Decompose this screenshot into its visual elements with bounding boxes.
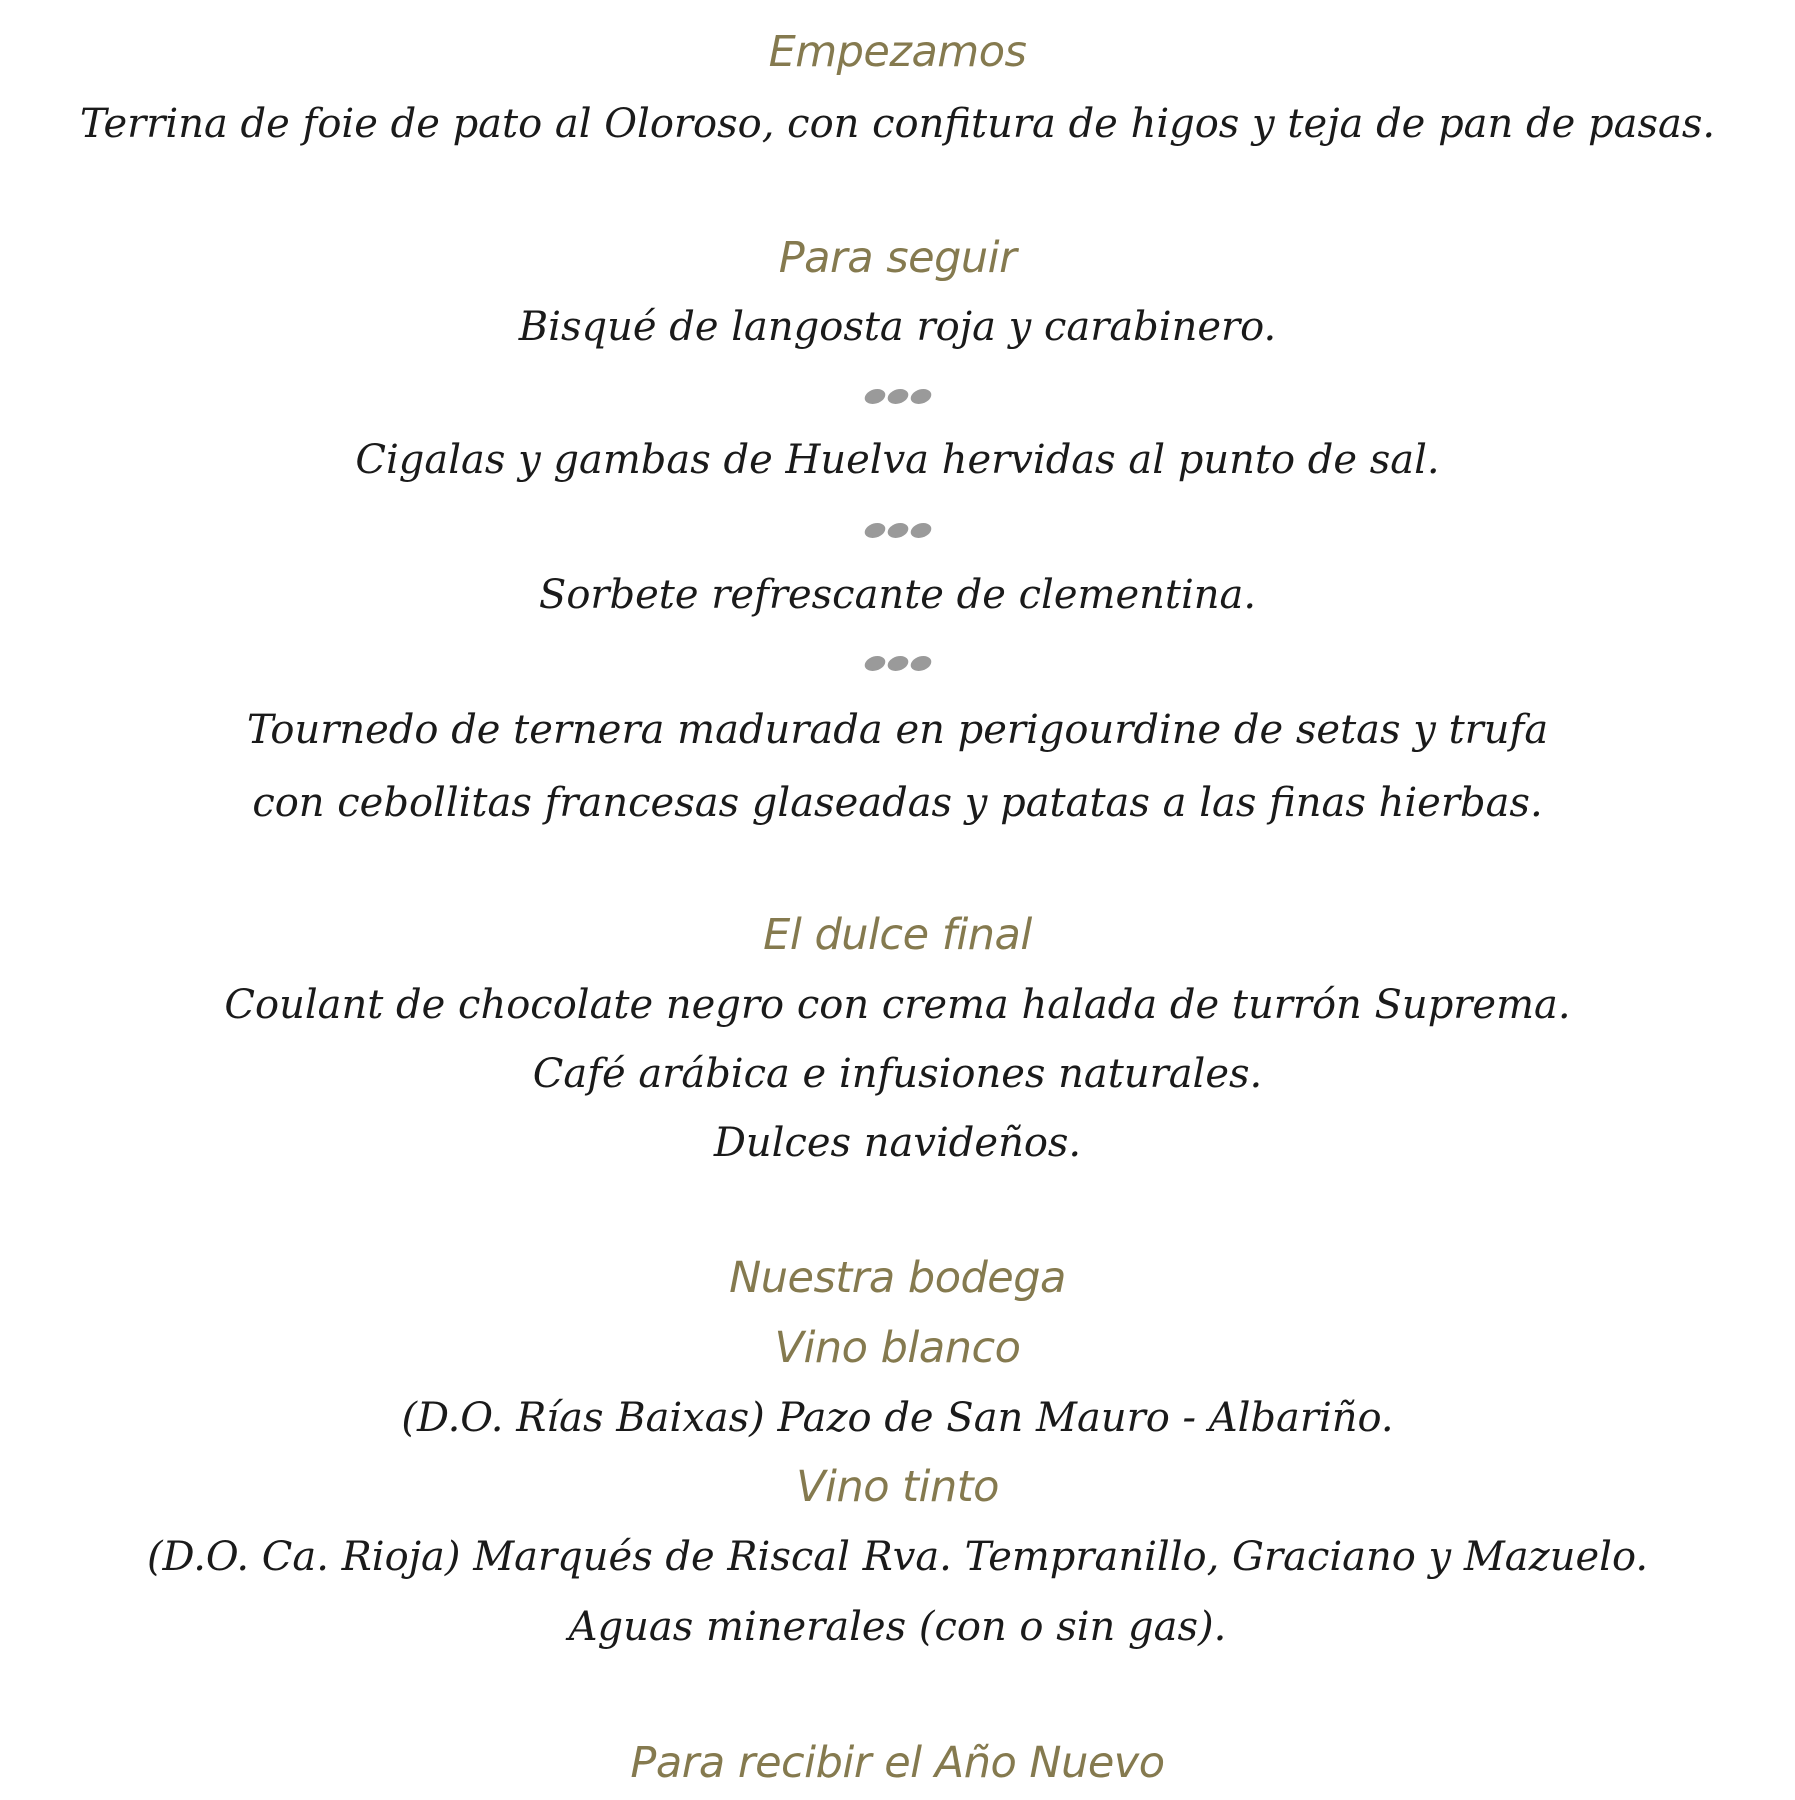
dish-tournedo-line2: con cebollitas francesas glaseadas y patatas a las finas hierbas. bbox=[252, 780, 1543, 826]
water-line: Aguas minerales (con o sin gas). bbox=[568, 1604, 1227, 1650]
heading-ano-nuevo: Para recibir el Año Nuevo bbox=[630, 1738, 1165, 1788]
dish-cigalas: Cigalas y gambas de Huelva hervidas al punto de sal. bbox=[355, 437, 1440, 483]
dish-terrina: Terrina de foie de pato al Oloroso, con confitura de higos y teja de pan de pasas. bbox=[79, 101, 1716, 147]
wine-white: (D.O. Rías Baixas) Pazo de San Mauro - Albariño. bbox=[401, 1395, 1394, 1441]
dessert-cafe: Café arábica e infusiones naturales. bbox=[532, 1051, 1263, 1097]
separator-dot bbox=[908, 523, 933, 538]
dessert-dulces: Dulces navideños. bbox=[713, 1120, 1082, 1166]
separator-dot bbox=[862, 656, 887, 671]
separator-dot bbox=[885, 523, 910, 538]
dish-bisque: Bisqué de langosta roja y carabinero. bbox=[518, 304, 1277, 350]
wine-red: (D.O. Ca. Rioja) Marqués de Riscal Rva. Tempranillo, Graciano y Mazuelo. bbox=[146, 1534, 1649, 1580]
separator-dot bbox=[862, 523, 887, 538]
separator-dot bbox=[908, 389, 933, 404]
separator-dots bbox=[0, 384, 1795, 408]
heading-empezamos: Empezamos bbox=[768, 27, 1027, 77]
dish-tournedo-line1: Tournedo de ternera madurada en perigourdine de setas y trufa bbox=[246, 707, 1549, 753]
heading-vino-blanco: Vino blanco bbox=[774, 1323, 1021, 1373]
dessert-coulant: Coulant de chocolate negro con crema halada de turrón Suprema. bbox=[224, 982, 1571, 1028]
separator-dot bbox=[908, 656, 933, 671]
separator-dot bbox=[862, 389, 887, 404]
heading-nuestra-bodega: Nuestra bodega bbox=[729, 1253, 1066, 1303]
dish-sorbete: Sorbete refrescante de clementina. bbox=[538, 572, 1257, 618]
separator-dots bbox=[0, 651, 1795, 675]
heading-dulce-final: El dulce final bbox=[763, 910, 1032, 960]
separator-dots bbox=[0, 518, 1795, 542]
separator-dot bbox=[885, 656, 910, 671]
separator-dot bbox=[885, 389, 910, 404]
heading-para-seguir: Para seguir bbox=[778, 233, 1017, 283]
heading-vino-tinto: Vino tinto bbox=[796, 1462, 999, 1512]
